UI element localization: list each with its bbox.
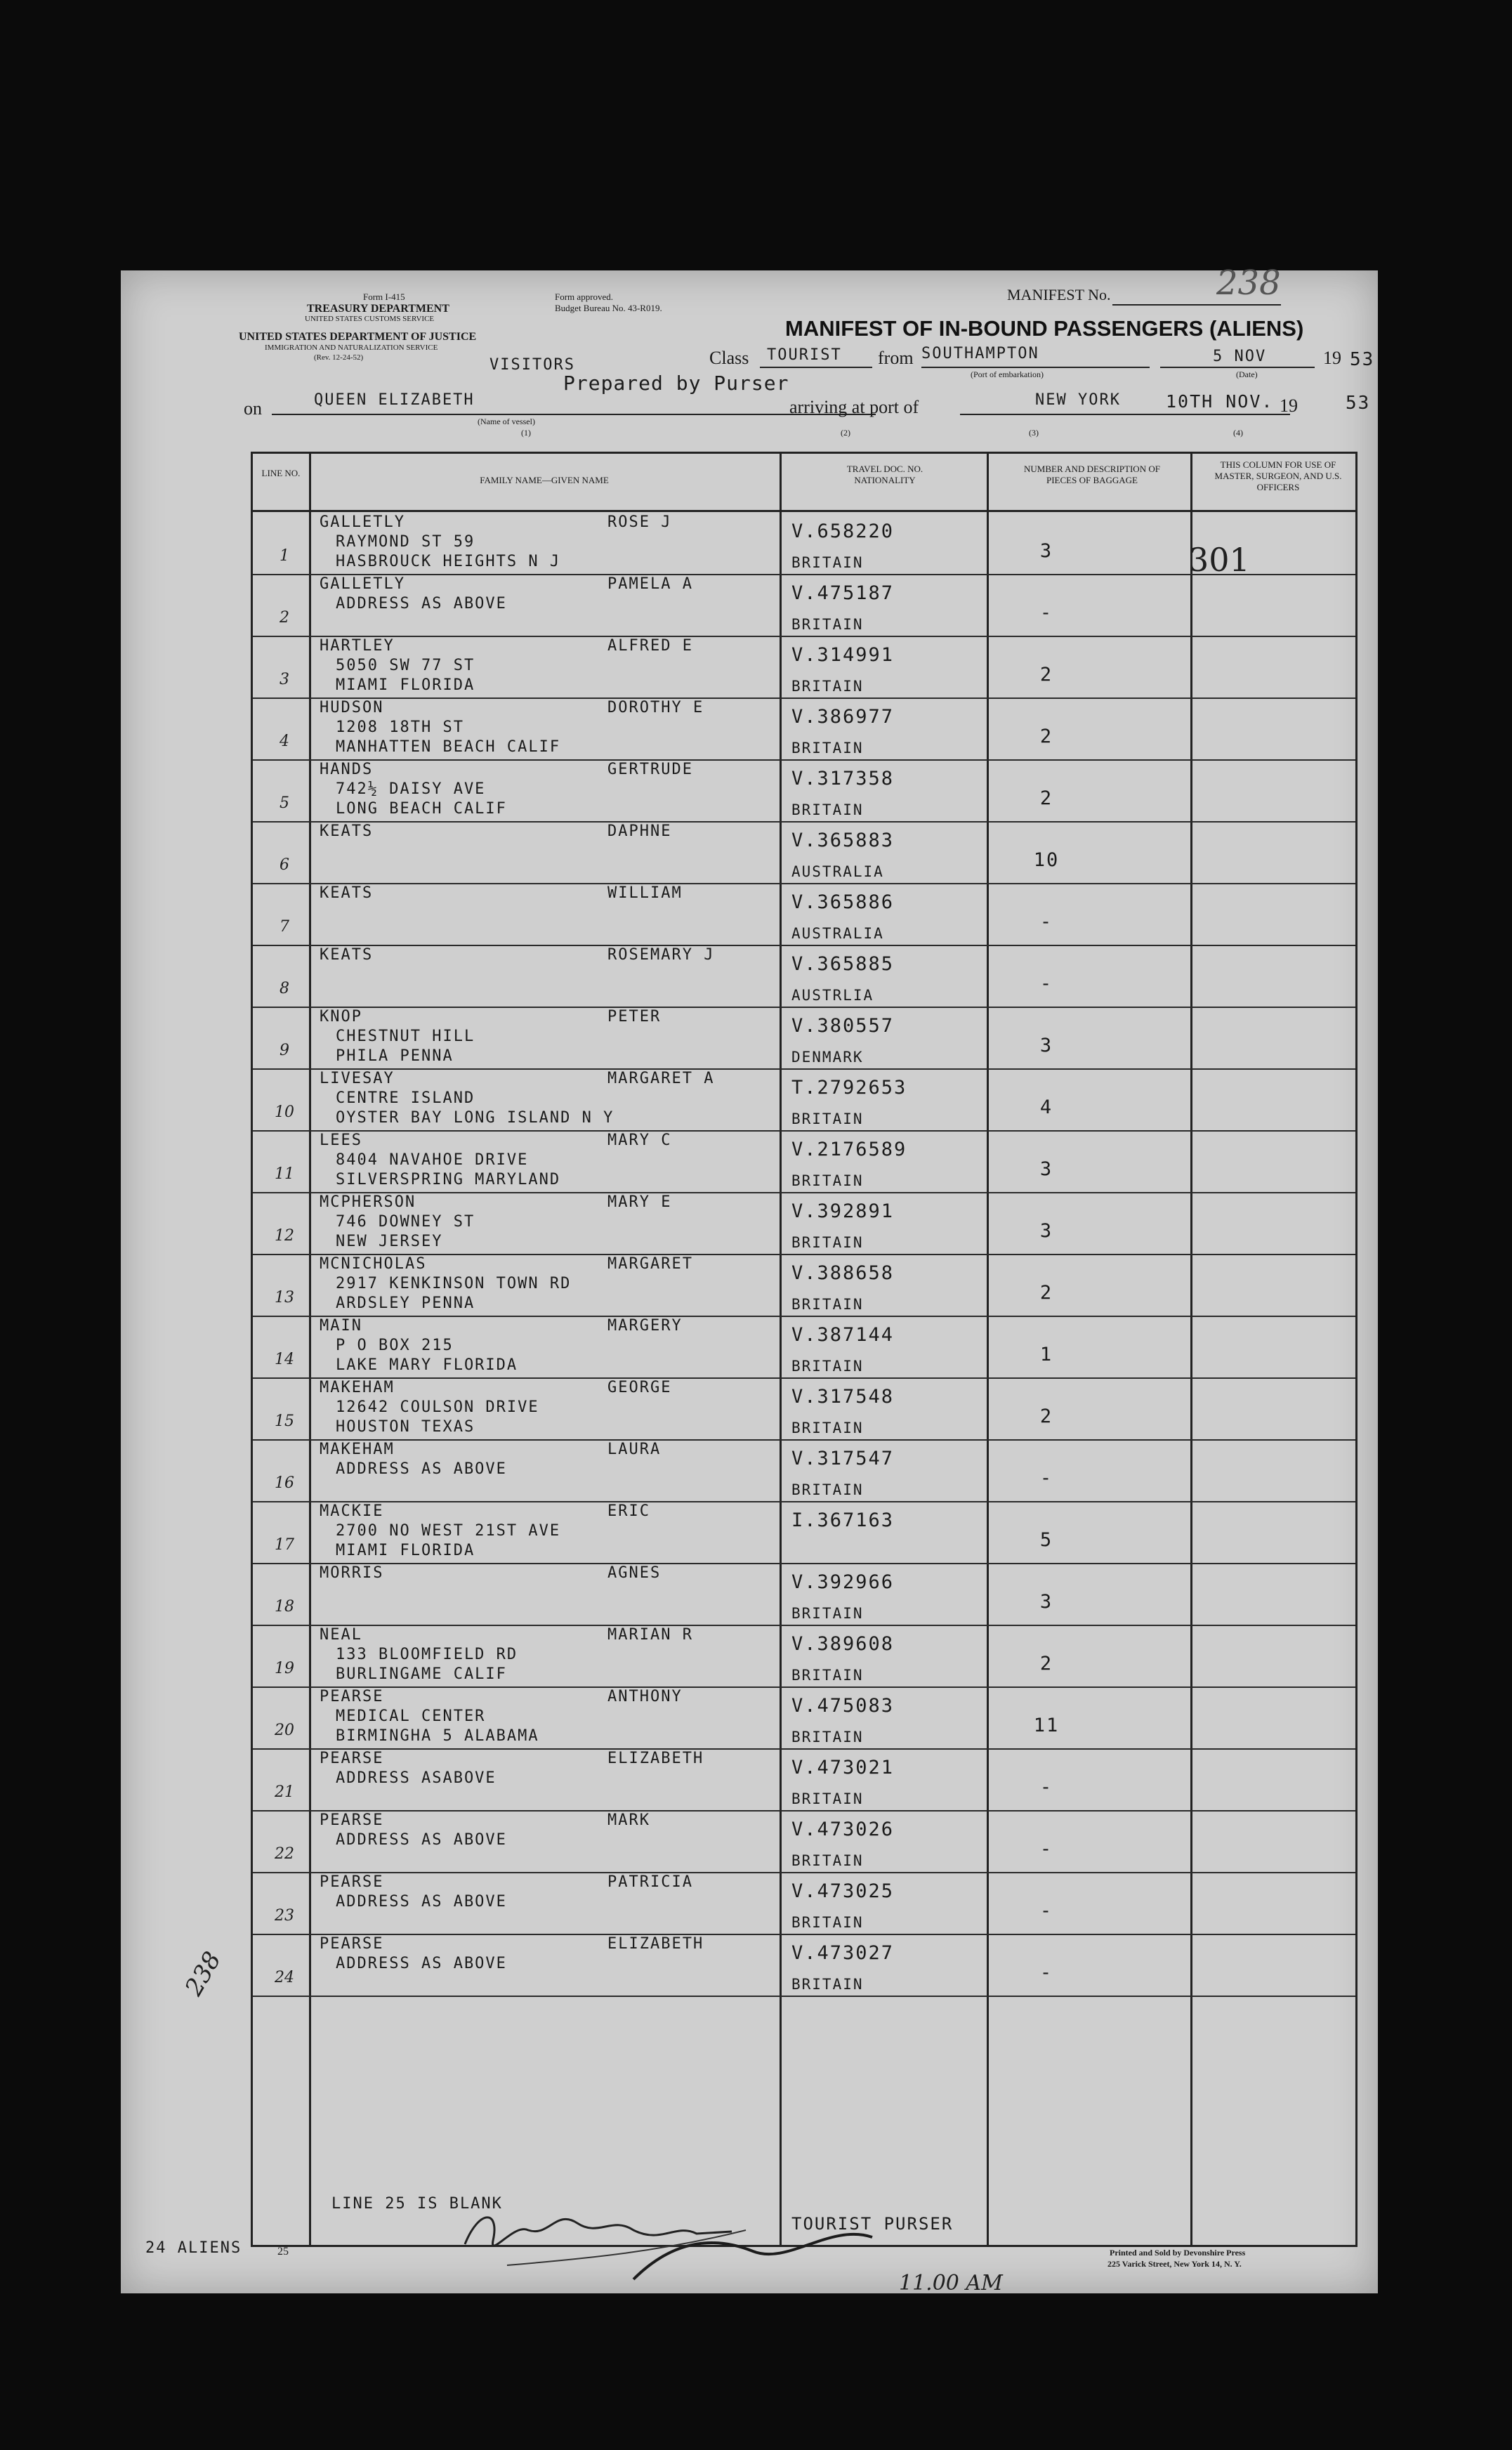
address-line-1: ADDRESS AS ABOVE	[336, 1955, 507, 1972]
family-name: PEARSE	[320, 1688, 384, 1705]
travel-doc-number: V.365883	[791, 830, 895, 851]
line-number: 7	[280, 918, 289, 936]
line-number: 12	[275, 1227, 294, 1245]
table-body	[253, 512, 1355, 2245]
nationality: BRITAIN	[791, 1481, 864, 1498]
address-line-1: 12642 COULSON DRIVE	[336, 1398, 539, 1416]
family-name: MAKEHAM	[320, 1441, 395, 1458]
baggage-count: 1	[1039, 1344, 1053, 1365]
passenger-name	[320, 1441, 783, 1458]
justice-heading: UNITED STATES DEPARTMENT OF JUSTICE	[239, 331, 477, 343]
address-line-1: P O BOX 215	[336, 1337, 454, 1354]
family-name: KEATS	[320, 823, 374, 840]
line-number: 19	[275, 1660, 294, 1677]
col4-number: (4)	[1233, 428, 1243, 438]
given-name: MARGARET A	[607, 1070, 715, 1087]
line-number: 20	[275, 1722, 294, 1739]
address-line-2: ARDSLEY PENNA	[336, 1295, 475, 1312]
given-name: ELIZABETH	[607, 1935, 704, 1953]
vessel-value: QUEEN ELIZABETH	[314, 391, 475, 409]
table-row	[253, 1563, 1355, 1626]
passenger-name	[320, 699, 783, 716]
given-name: MARGERY	[607, 1317, 683, 1335]
embarkation-label: (Port of embarkation)	[971, 369, 1044, 379]
travel-doc-number: V.387144	[791, 1324, 895, 1346]
family-name: MCNICHOLAS	[320, 1255, 427, 1273]
travel-doc-number: V.392891	[791, 1200, 895, 1222]
baggage-count: 3	[1039, 1591, 1053, 1613]
passenger-name	[320, 1008, 783, 1026]
budget-bureau: Budget Bureau No. 43-R019.	[555, 303, 662, 313]
class-value: TOURIST	[767, 346, 842, 364]
nationality: BRITAIN	[791, 1172, 864, 1189]
given-name: GERTRUDE	[607, 761, 693, 778]
tourist-purser: TOURIST PURSER	[791, 2214, 954, 2234]
address-line-1: ADDRESS ASABOVE	[336, 1769, 497, 1787]
ins-heading: IMMIGRATION AND NATURALIZATION SERVICE	[265, 343, 438, 352]
given-name: MARGARET	[607, 1255, 693, 1273]
manifest-no-label: MANIFEST No.	[1007, 286, 1111, 303]
table-row	[253, 1007, 1355, 1070]
table-row	[253, 1377, 1355, 1441]
passenger-name	[320, 1750, 783, 1767]
line-number: 2	[280, 609, 289, 627]
table-row	[253, 759, 1355, 823]
address-line-2: HASBROUCK HEIGHTS N J	[336, 553, 561, 570]
line-number: 15	[275, 1413, 294, 1430]
passenger-name	[320, 946, 783, 964]
manifest-title: MANIFEST OF IN-BOUND PASSENGERS (ALIENS)	[785, 316, 1304, 341]
manifest-page	[121, 263, 1378, 2295]
family-name: HARTLEY	[320, 637, 395, 655]
baggage-count: -	[1039, 1776, 1053, 1798]
class-label: Class	[709, 348, 749, 368]
address-line-2: MIAMI FLORIDA	[336, 676, 475, 694]
baggage-count: -	[1039, 1838, 1053, 1860]
nationality: BRITAIN	[791, 1667, 864, 1684]
travel-doc-number: V.475083	[791, 1695, 895, 1717]
address-line-2: LONG BEACH CALIF	[336, 800, 507, 818]
baggage-count: 2	[1039, 726, 1053, 747]
margin-note: 238	[179, 1946, 228, 2001]
address-line-1: MEDICAL CENTER	[336, 1708, 486, 1725]
nationality: BRITAIN	[791, 554, 864, 571]
baggage-count: -	[1039, 1962, 1053, 1984]
aliens-count: 24 ALIENS	[145, 2239, 242, 2257]
nationality: BRITAIN	[791, 740, 864, 756]
table-row	[253, 945, 1355, 1008]
address-line-2: MANHATTEN BEACH CALIF	[336, 738, 561, 756]
on-label: on	[244, 398, 262, 419]
line-number: 11	[275, 1165, 294, 1183]
address-line-2: BURLINGAME CALIF	[336, 1665, 507, 1683]
table-row	[253, 1810, 1355, 1873]
address-line-1: ADDRESS AS ABOVE	[336, 1893, 507, 1911]
address-line-2: HOUSTON TEXAS	[336, 1418, 475, 1436]
nationality: BRITAIN	[791, 1976, 864, 1993]
family-name: PEARSE	[320, 1873, 384, 1891]
address-line-1: 742½ DAISY AVE	[336, 780, 486, 798]
manifest-no-value: 238	[1216, 263, 1281, 303]
passenger-name	[320, 1873, 783, 1891]
nationality: BRITAIN	[791, 1234, 864, 1251]
nationality: BRITAIN	[791, 1358, 864, 1375]
date-value: 5 NOV	[1213, 348, 1267, 365]
travel-doc-number: V.388658	[791, 1262, 895, 1284]
revision-date: (Rev. 12-24-52)	[314, 353, 364, 362]
travel-doc-number: V.473025	[791, 1880, 895, 1902]
baggage-count: 5	[1039, 1529, 1053, 1551]
baggage-count: 2	[1039, 787, 1053, 809]
given-name: ANTHONY	[607, 1688, 683, 1705]
line-number: 1	[280, 547, 289, 565]
address-line-2: SILVERSPRING MARYLAND	[336, 1171, 561, 1188]
baggage-count: 3	[1039, 1220, 1053, 1242]
given-name: GEORGE	[607, 1379, 672, 1396]
table-row	[253, 636, 1355, 699]
travel-doc-number: V.380557	[791, 1015, 895, 1037]
family-name: HUDSON	[320, 699, 384, 716]
passenger-name	[320, 1070, 783, 1087]
baggage-count: 2	[1039, 664, 1053, 686]
address-line-1: CHESTNUT HILL	[336, 1028, 475, 1045]
passenger-name	[320, 1379, 783, 1396]
passenger-name	[320, 884, 783, 902]
address-line-1: 8404 NAVAHOE DRIVE	[336, 1151, 529, 1169]
address-line-1: 133 BLOOMFIELD RD	[336, 1646, 518, 1663]
table-row	[253, 1068, 1355, 1132]
table-row	[253, 574, 1355, 637]
header-travel-doc: TRAVEL DOC. NO. NATIONALITY	[846, 464, 923, 485]
given-name: MARY E	[607, 1193, 672, 1211]
family-name: LIVESAY	[320, 1070, 395, 1087]
family-name: NEAL	[320, 1626, 362, 1644]
family-name: HANDS	[320, 761, 374, 778]
baggage-count: -	[1039, 1900, 1053, 1922]
nationality: BRITAIN	[791, 678, 864, 695]
address-line-2: OYSTER BAY LONG ISLAND N Y	[336, 1109, 614, 1127]
travel-doc-number: V.365885	[791, 953, 895, 975]
given-name: WILLIAM	[607, 884, 683, 902]
passenger-name	[320, 1502, 783, 1520]
line25-number: 25	[277, 2246, 289, 2258]
year-value-2: 53	[1346, 393, 1371, 414]
given-name: ELIZABETH	[607, 1750, 704, 1767]
address-line-2: PHILA PENNA	[336, 1047, 454, 1065]
nationality: DENMARK	[791, 1049, 864, 1066]
given-name: MARIAN R	[607, 1626, 693, 1644]
travel-doc-number: V.386977	[791, 706, 895, 728]
line-number: 23	[275, 1907, 294, 1925]
year-prefix-2: 19	[1280, 395, 1298, 416]
given-name: DAPHNE	[607, 823, 672, 840]
passenger-name	[320, 1132, 783, 1149]
passenger-name	[320, 1317, 783, 1335]
form-number: Form I-415	[363, 291, 405, 302]
travel-doc-number: V.475187	[791, 582, 895, 604]
family-name: MAKEHAM	[320, 1379, 395, 1396]
line-number: 9	[280, 1042, 289, 1059]
line-number: 8	[280, 980, 289, 997]
passenger-name	[320, 513, 783, 531]
travel-doc-number: V.2176589	[791, 1139, 907, 1160]
table-row	[253, 1192, 1355, 1255]
passenger-name	[320, 1255, 783, 1273]
family-name: MACKIE	[320, 1502, 384, 1520]
line-number: 3	[280, 671, 289, 688]
nationality: BRITAIN	[791, 801, 864, 818]
travel-doc-number: V.365886	[791, 891, 895, 913]
passenger-name	[320, 1626, 783, 1644]
family-name: MAIN	[320, 1317, 362, 1335]
table-row	[253, 1686, 1355, 1750]
nationality: AUSTRALIA	[791, 925, 884, 942]
passenger-name	[320, 575, 783, 593]
given-name: PETER	[607, 1008, 662, 1026]
passenger-name	[320, 1688, 783, 1705]
address-line-1: ADDRESS AS ABOVE	[336, 1831, 507, 1849]
travel-doc-number: V.473021	[791, 1757, 895, 1778]
officer-annotation: 301	[1188, 541, 1250, 579]
table-row	[253, 883, 1355, 946]
treasury-heading: TREASURY DEPARTMENT	[307, 303, 449, 315]
table-row	[253, 1625, 1355, 1688]
travel-doc-number: I.367163	[791, 1509, 895, 1531]
printer-line-2: 225 Varick Street, New York 14, N. Y.	[1107, 2259, 1242, 2269]
travel-doc-number: V.317548	[791, 1386, 895, 1408]
line-number: 5	[280, 794, 289, 812]
given-name: DOROTHY E	[607, 699, 704, 716]
given-name: PATRICIA	[607, 1873, 693, 1891]
table-row	[253, 697, 1355, 761]
address-line-1: ADDRESS AS ABOVE	[336, 595, 507, 612]
baggage-count: 10	[1033, 849, 1060, 871]
vessel-label: (Name of vessel)	[478, 417, 535, 426]
passenger-name	[320, 761, 783, 778]
travel-doc-number: T.2792653	[791, 1077, 907, 1099]
table-row	[253, 1130, 1355, 1193]
line-number: 16	[275, 1474, 294, 1492]
given-name: ROSEMARY J	[607, 946, 715, 964]
table-row	[253, 821, 1355, 884]
header-line-no: LINE NO.	[261, 468, 301, 478]
table-header	[253, 454, 1355, 512]
given-name: PAMELA A	[607, 575, 693, 593]
table-row	[253, 1872, 1355, 1935]
given-name: ERIC	[607, 1502, 650, 1520]
family-name: MORRIS	[320, 1564, 384, 1582]
line-number: 10	[275, 1103, 294, 1121]
from-label: from	[878, 348, 914, 368]
col3-number: (3)	[1029, 428, 1039, 438]
family-name: MCPHERSON	[320, 1193, 416, 1211]
baggage-count: -	[1039, 911, 1053, 933]
passenger-name	[320, 1812, 783, 1829]
table-row	[253, 1934, 1355, 1997]
passenger-name	[320, 1935, 783, 1953]
line-number: 21	[275, 1783, 294, 1801]
address-line-1: RAYMOND ST 59	[336, 533, 475, 551]
travel-doc-number: V.317547	[791, 1448, 895, 1469]
travel-doc-number: V.317358	[791, 768, 895, 790]
travel-doc-number: V.473027	[791, 1942, 895, 1964]
baggage-count: -	[1039, 1467, 1053, 1489]
travel-doc-number: V.392966	[791, 1571, 895, 1593]
nationality: BRITAIN	[791, 1296, 864, 1313]
passenger-table	[251, 452, 1357, 2247]
baggage-count: 11	[1033, 1715, 1060, 1736]
prepared-by: Prepared by Purser	[563, 372, 789, 395]
baggage-count: 2	[1039, 1282, 1053, 1304]
given-name: LAURA	[607, 1441, 662, 1458]
line-number: 17	[275, 1536, 294, 1554]
line-number: 24	[275, 1969, 294, 1986]
travel-doc-number: V.389608	[791, 1633, 895, 1655]
given-name: ALFRED E	[607, 637, 693, 655]
baggage-count: 3	[1039, 1035, 1053, 1056]
port-value: NEW YORK	[1035, 391, 1121, 409]
baggage-count: -	[1039, 602, 1053, 624]
nationality: BRITAIN	[791, 1111, 864, 1127]
header-baggage: NUMBER AND DESCRIPTION OF PIECES OF BAGGAGE	[1024, 464, 1160, 485]
family-name: PEARSE	[320, 1812, 384, 1829]
family-name: GALLETLY	[320, 513, 405, 531]
header-officers: THIS COLUMN FOR USE OF MASTER, SURGEON, AND U.S. OFFICERS	[1214, 459, 1342, 492]
passenger-name	[320, 1193, 783, 1211]
date-label: (Date)	[1236, 369, 1258, 379]
address-line-1: 5050 SW 77 ST	[336, 657, 475, 674]
family-name: PEARSE	[320, 1750, 384, 1767]
line-number: 14	[275, 1351, 294, 1368]
baggage-count: 3	[1039, 1158, 1053, 1180]
nationality: AUSTRLIA	[791, 987, 874, 1004]
given-name: MARK	[607, 1812, 650, 1829]
nationality: BRITAIN	[791, 616, 864, 633]
arrival-date: 10TH NOV.	[1166, 391, 1274, 412]
table-row	[253, 1316, 1355, 1379]
given-name: MARY C	[607, 1132, 672, 1149]
address-line-2: MIAMI FLORIDA	[336, 1542, 475, 1559]
nationality: BRITAIN	[791, 1605, 864, 1622]
nationality: BRITAIN	[791, 1420, 864, 1436]
address-line-2: LAKE MARY FLORIDA	[336, 1356, 518, 1374]
travel-doc-number: V.473026	[791, 1819, 895, 1840]
form-approved: Form approved.	[555, 291, 614, 302]
line-number: 13	[275, 1289, 294, 1306]
year-value: 53	[1350, 349, 1375, 370]
baggage-count: 2	[1039, 1653, 1053, 1675]
baggage-count: 3	[1039, 540, 1053, 562]
baggage-count: 4	[1039, 1096, 1053, 1118]
col1-number: (1)	[521, 428, 531, 438]
family-name: PEARSE	[320, 1935, 384, 1953]
nationality: BRITAIN	[791, 1914, 864, 1931]
line-number: 22	[275, 1845, 294, 1863]
address-line-1: 2917 KENKINSON TOWN RD	[336, 1275, 572, 1292]
line-number: 18	[275, 1598, 294, 1616]
family-name: GALLETLY	[320, 575, 405, 593]
travel-doc-number: V.314991	[791, 644, 895, 666]
address-line-1: 746 DOWNEY ST	[336, 1213, 475, 1231]
passenger-name	[320, 1564, 783, 1582]
visitors-label: VISITORS	[489, 356, 575, 374]
line-number: 6	[280, 856, 289, 874]
table-row	[253, 1439, 1355, 1502]
address-line-1: CENTRE ISLAND	[336, 1089, 475, 1107]
passenger-name	[320, 637, 783, 655]
family-name: KNOP	[320, 1008, 362, 1026]
address-line-1: 1208 18TH ST	[336, 719, 464, 736]
printer-line-1: Printed and Sold by Devonshire Press	[1110, 2248, 1246, 2258]
col2-number: (2)	[841, 428, 850, 438]
address-line-1: 2700 NO WEST 21ST AVE	[336, 1522, 561, 1540]
passenger-name	[320, 823, 783, 840]
baggage-count: 2	[1039, 1406, 1053, 1427]
table-row	[253, 1254, 1355, 1317]
table-row	[253, 1501, 1355, 1564]
given-name: ROSE J	[607, 513, 672, 531]
arriving-label: arriving at port of	[789, 397, 919, 417]
from-value: SOUTHAMPTON	[921, 345, 1039, 362]
address-line-2: NEW JERSEY	[336, 1233, 443, 1250]
customs-heading: UNITED STATES CUSTOMS SERVICE	[305, 315, 435, 323]
family-name: LEES	[320, 1132, 362, 1149]
line-number: 4	[280, 733, 289, 750]
nationality: BRITAIN	[791, 1852, 864, 1869]
year-prefix: 19	[1323, 348, 1341, 368]
table-row	[253, 1748, 1355, 1812]
time-note: 11.00 AM	[899, 2271, 1003, 2295]
header-name: FAMILY NAME—GIVEN NAME	[480, 475, 609, 485]
family-name: KEATS	[320, 946, 374, 964]
line25-note: LINE 25 IS BLANK	[331, 2195, 503, 2213]
travel-doc-number: V.658220	[791, 520, 895, 542]
nationality: BRITAIN	[791, 1729, 864, 1745]
family-name: KEATS	[320, 884, 374, 902]
address-line-1: ADDRESS AS ABOVE	[336, 1460, 507, 1478]
purser-signature	[451, 2181, 942, 2286]
nationality: BRITAIN	[791, 1790, 864, 1807]
baggage-count: -	[1039, 973, 1053, 995]
nationality: AUSTRALIA	[791, 863, 884, 880]
given-name: AGNES	[607, 1564, 662, 1582]
address-line-2: BIRMINGHA 5 ALABAMA	[336, 1727, 539, 1745]
